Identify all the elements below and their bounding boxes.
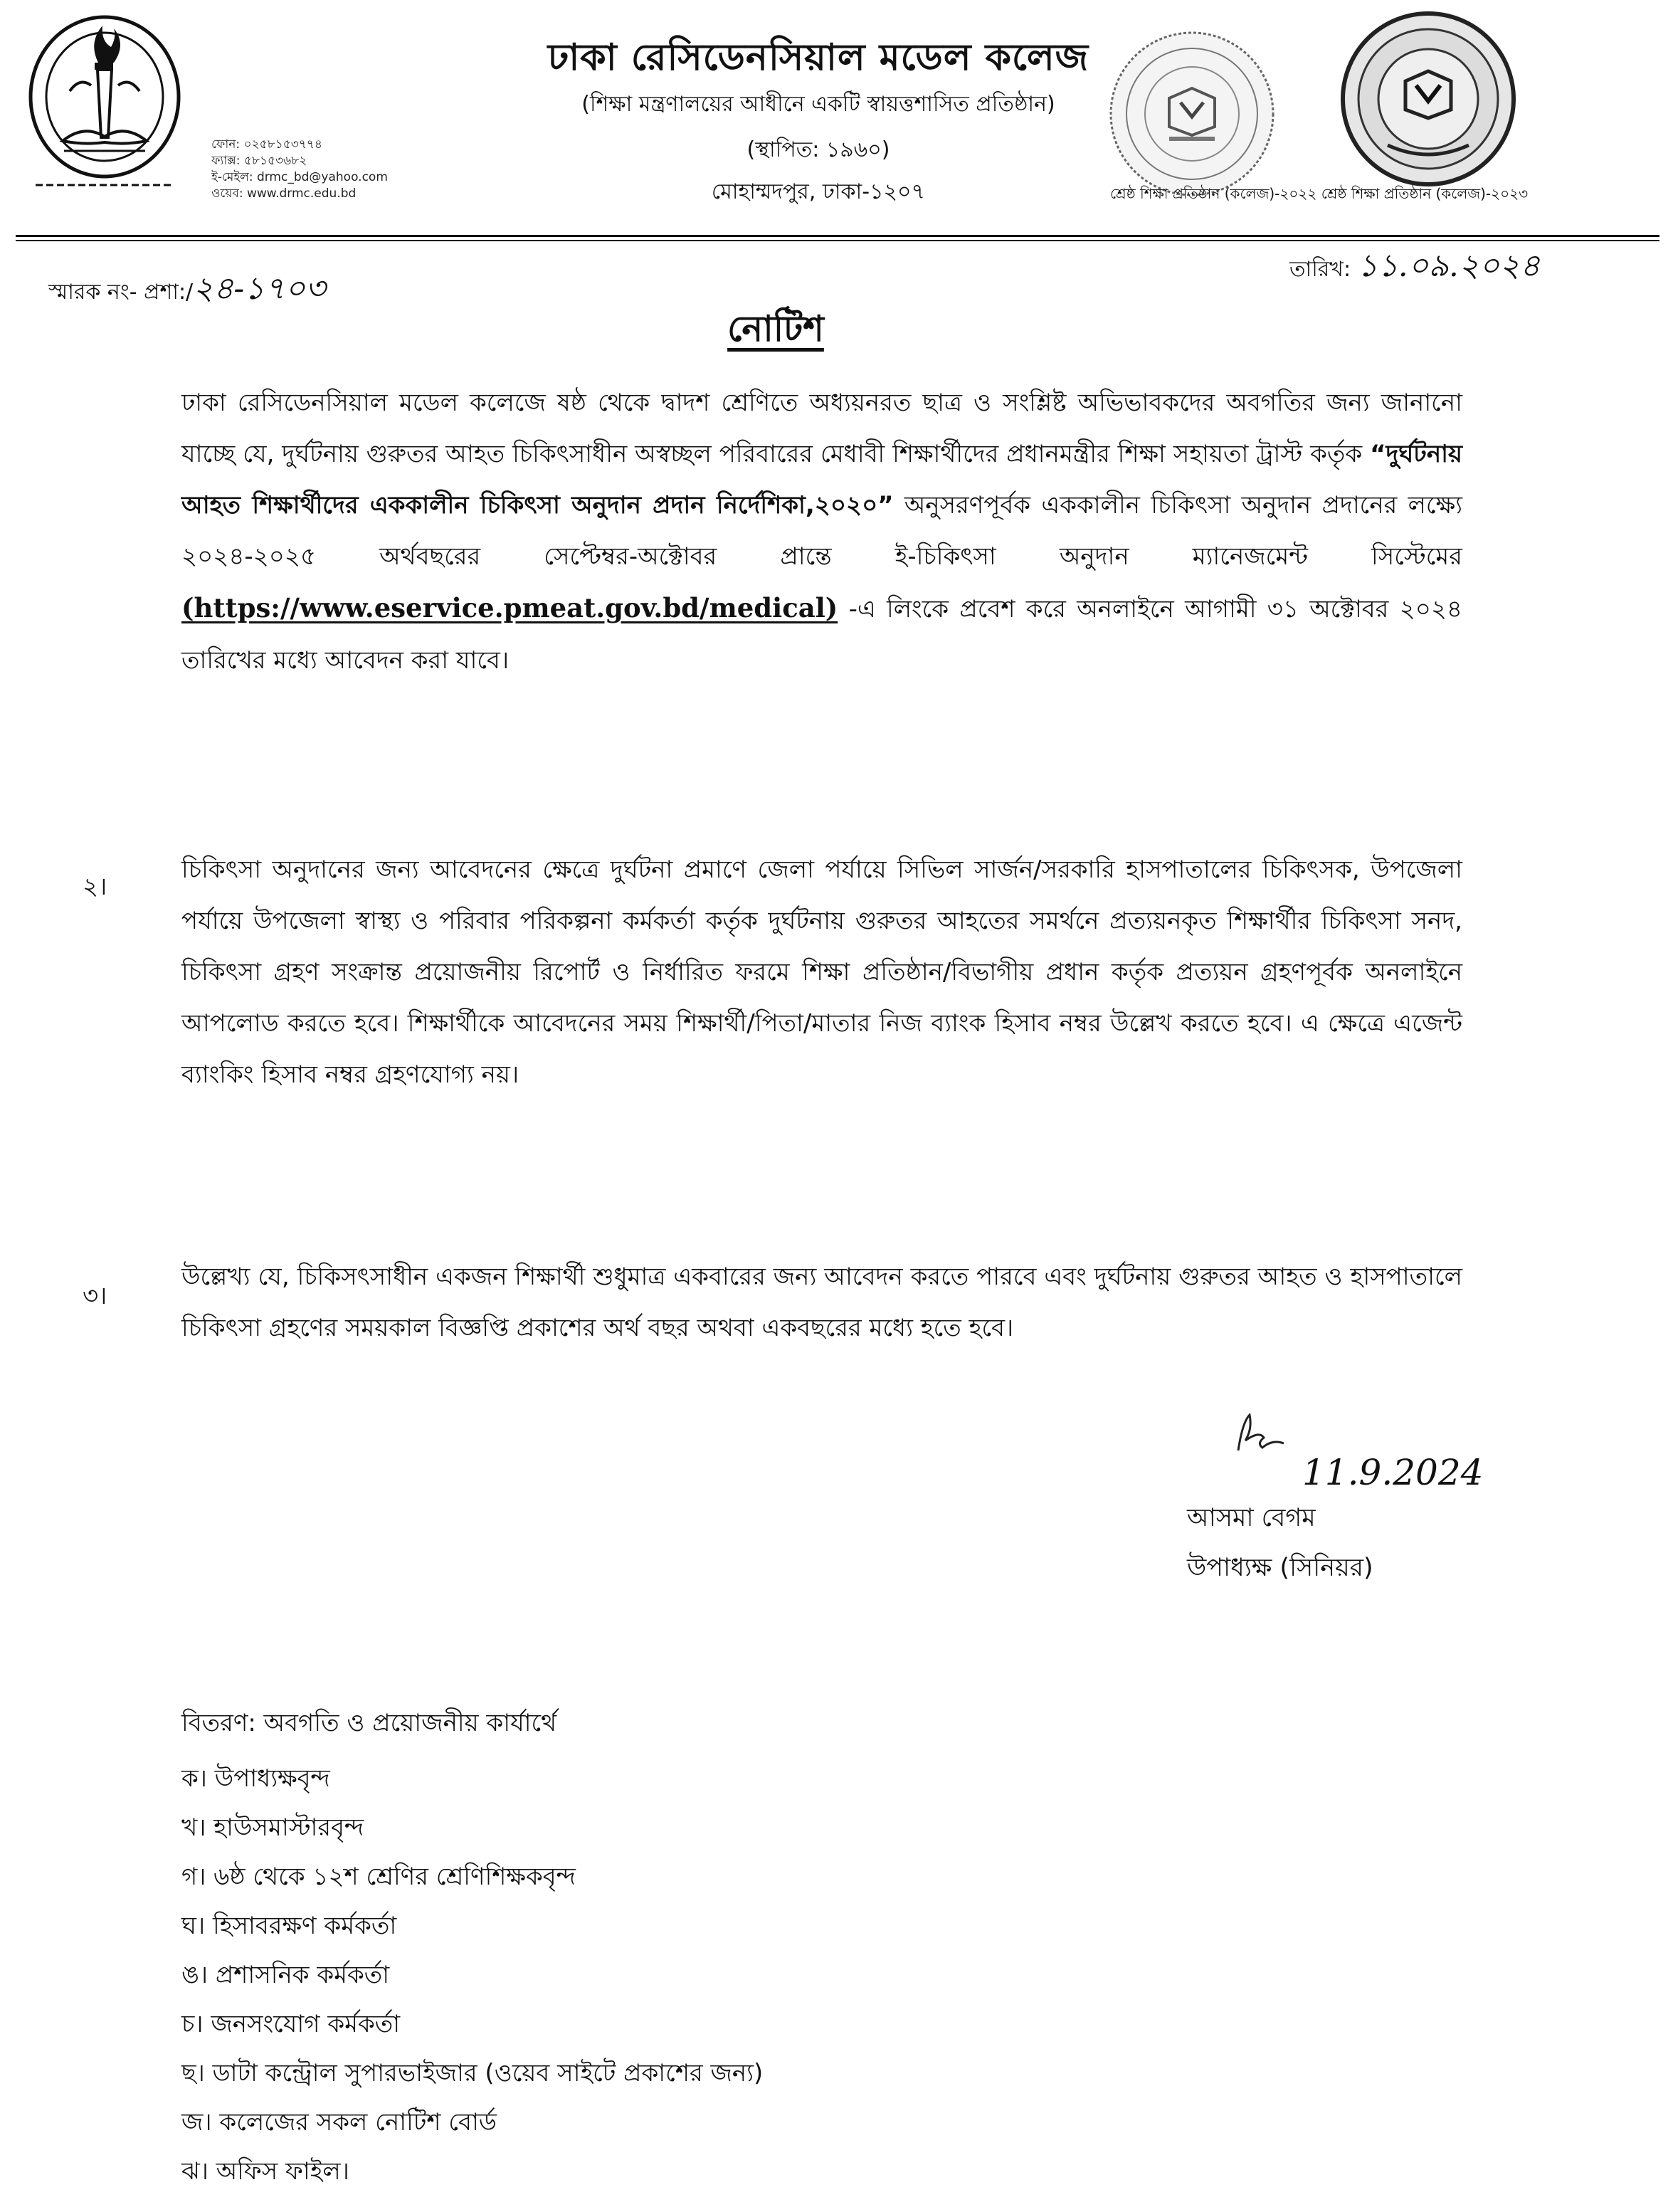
email-text: ই-মেইল: drmc_bd@yahoo.com [211,170,388,184]
memo-label: স্মারক নং- প্রশা:/ [48,280,194,305]
list-item: ঘ। হিসাবরক্ষণ কর্মকর্তা [181,1912,397,1940]
date-label: তারিখ: [1289,257,1351,282]
notice-title: নোটিশ [727,308,824,349]
award-seal-2022 [1107,28,1277,199]
paragraph-1 [181,377,1462,686]
list-item: ঝ। অফিস ফাইল। [181,2157,349,2186]
college-subtitle: (শিক্ষা মন্ত্রণালয়ের আধীনে একটি স্বায়ত্তশাসিত প্রতিষ্ঠান) [581,92,1055,117]
college-established: (স্থাপিত: ১৯৬০) [746,137,890,162]
award-seal-2023 [1338,10,1519,188]
website-text: ওয়েব: www.drmc.edu.bd [211,186,357,201]
college-emblem-logo [27,13,182,199]
date-handwritten: ১১.০৯.২০২৪ [1357,248,1541,284]
notice-date [1289,242,1540,294]
eservice-link[interactable]: (https://www.eservice.pmeat.gov.bd/medical) [181,592,838,623]
signature-date: 11.9.2024 [1302,1452,1484,1493]
list-item: জ। কলেজের সকল নোটিশ বোর্ড [181,2108,497,2137]
signatory-name: আসমা বেগম [1187,1504,1316,1532]
award-caption: শ্রেষ্ঠ শিক্ষা প্রতিষ্ঠান (কলেজ)-২০২২ শ্রেষ্ঠ শিক্ষা প্রতিষ্ঠান (কলেজ)-২০২৩ [1110,185,1529,202]
paragraph-1-intro: ঢাকা রেসিডেনসিয়াল মডেল কলেজে ষষ্ঠ থেকে দ্বাদশ শ্রেণিতে অধ্যয়নরত ছাত্র ও সংশ্লিষ্ট অভিভাবকদের অবগতির জন্য জানানো যাচ্ছে যে, দুর্ঘটনায় গুরুতর আহত চিকিৎসাধীন অস্বচ্ছল পরিবারের মেধাবী শিক্ষার্থীদের প্রধানমন্ত্রীর শিক্ষা সহায়তা ট্রাস্ট কর্তৃক [181,389,1462,468]
list-item: ক। উপাধ্যক্ষবৃন্দ [181,1764,330,1793]
list-item: গ। ৬ষ্ঠ থেকে ১২শ শ্রেণির শ্রেণিশিক্ষকবৃন্দ [181,1863,576,1891]
list-item: খ। হাউসমাস্টারবৃন্দ [181,1813,364,1842]
paragraph-1-middle: অনুসরণপূর্বক এককালীন চিকিৎসা অনুদান প্রদানের লক্ষ্যে ২০২৪-২০২৫ অর্থবছরের সেপ্টেম্বর-অক্টোবর প্রান্তে ই-চিকিৎসা অনুদান ম্যানেজমেন্ট সিস্টেমের [181,491,1462,571]
header-divider-top [16,235,1659,237]
paragraph-1-end: -এ লিংকে প্রবেশ করে অনলাইনে আগামী ৩১ অক্টোবর ২০২৪ তারিখের মধ্যে আবেদন করা যাবে। [181,595,1462,675]
memo-number-handwritten: ২৪-১৭০৩ [193,270,326,307]
memo-number [48,265,326,317]
distribution-heading: বিতরণ: অবগতি ও প্রয়োজনীয় কার্যার্থে [181,1709,557,1737]
college-name: ঢাকা রেসিডেনসিয়াল মডেল কলেজ [547,36,1089,79]
paragraph-2: চিকিৎসা অনুদানের জন্য আবেদনের ক্ষেত্রে দুর্ঘটনা প্রমাণে জেলা পর্যায়ে সিভিল সার্জন/সরকারি হাসপাতালের চিকিৎসক, উপজেলা পর্যায়ে উপজেলা স্বাস্থ্য ও পরিবার পরিকল্পনা কর্মকর্তা কর্তৃক দুর্ঘটনায় গুরুতর আহতের সমর্থনে প্রত্যয়নকৃত শিক্ষার্থীর চিকিৎসা সনদ, চিকিৎসা গ্রহণ সংক্রান্ত প্রয়োজনীয় রিপোর্ট ও নির্ধারিত ফরমে শিক্ষা প্রতিষ্ঠান/বিভাগীয় প্রধান কর্তৃক প্রত্যয়ন গ্রহণপূর্বক অনলাইনে আপলোড করতে হবে। শিক্ষার্থীকে আবেদনের সময় শিক্ষার্থী/পিতা/মাতার নিজ ব্যাংক হিসাব নম্বর উল্লেখ করতে হবে। এ ক্ষেত্রে এজেন্ট ব্যাংকিং হিসাব নম্বর গ্রহণযোগ্য নয়। [181,855,1462,1089]
signature-scribble [1231,1408,1295,1458]
list-item: ঙ। প্রশাসনিক কর্মকর্তা [181,1961,390,1989]
paragraph-3-number: ৩। [83,1282,107,1310]
distribution-list [181,1754,763,2196]
list-item: ছ। ডাটা কন্ট্রোল সুপারভাইজার (ওয়েব সাইটে প্রকাশের জন্য) [181,2059,764,2087]
guideline-title: “দুর্ঘটনায় আহত শিক্ষার্থীদের এককালীন চিকিৎসা অনুদান প্রদান নির্দেশিকা,২০২০” [181,440,1463,520]
college-address: মোহাম্মদপুর, ঢাকা-১২০৭ [711,179,926,204]
fax-text: ফ্যাক্স: ৫৮১৫৩৬৮২ [211,154,307,168]
paragraph-3: উল্লেখ্য যে, চিকিসৎসাধীন একজন শিক্ষার্থী শুধুমাত্র একবারের জন্য আবেদন করতে পারবে এবং দুর্ঘটনায় গুরুতর আহত ও হাসপাতালে চিকিৎসা গ্রহণের সময়কাল বিজ্ঞপ্তি প্রকাশের অর্থ বছর অথবা একবছরের মধ্যে হতে হবে। [181,1263,1462,1342]
list-item: চ। জনসংযোগ কর্মকর্তা [181,2010,401,2038]
phone-text: ফোন: ০২৫৮১৫৩৭৭৪ [211,137,322,152]
header-divider-bottom [16,240,1659,241]
signatory-title: উপাধ্যক্ষ (সিনিয়র) [1187,1554,1373,1582]
paragraph-2-number: ২। [83,873,107,901]
